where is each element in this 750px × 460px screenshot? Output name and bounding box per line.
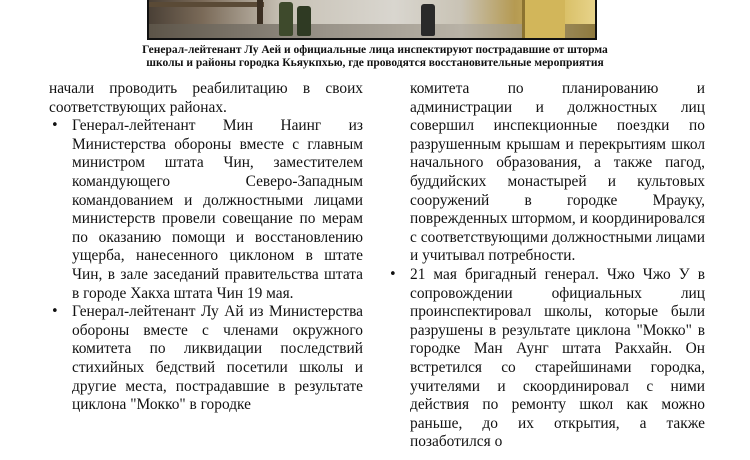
paragraph-continuation: комитета по планированию и администрации и должностных лиц совершил инспекционные поездки по разрушенным крышам и перекрытиям школ начального образования, а также пагод, буддийских монастырей и культовых сооружений в городке Мрауку, поврежденных штормом, и координировался с соответствующими должностными лицами и учитывал потребности. xyxy=(410,80,705,265)
left-column xyxy=(49,80,363,415)
list-item xyxy=(387,266,705,452)
news-photo xyxy=(147,0,597,40)
list-item-text: Генерал-лейтенант Мин Наинг из Министерства обороны вместе с главным министром штата Чин, заместителем командующего Северо-Западным командованием и должностными лицами министерств провели совещание по мерам по оказанию помощи и восстановлению ущерба, нанесенного циклоном в штате Чин, в зале заседаний правительства штата в городе Хакха штата Чин 19 мая. xyxy=(72,117,363,302)
caption-line: школы и районы городка Кьяукпхью, где проводятся восстановительные мероприятия xyxy=(146,57,604,69)
list-item-text: Генерал-лейтенант Лу Ай из Министерства обороны вместе с членами окружного комитета по ликвидации последствий стихийных бедствий посетили школы и другие места, пострадавшие в результате циклона "Мокко" в городке xyxy=(72,303,363,414)
bullet-icon: • xyxy=(51,118,59,134)
photo-person xyxy=(297,6,311,36)
photo-beam xyxy=(149,2,264,7)
right-column xyxy=(387,80,705,452)
paragraph-continuation: начали проводить реабилитацию в своих соответствующих районах. xyxy=(49,80,363,116)
photo-door xyxy=(522,0,565,40)
list-item xyxy=(49,303,363,415)
bullet-icon: • xyxy=(389,266,397,282)
photo-person xyxy=(279,2,293,36)
photo-caption xyxy=(0,44,750,70)
list-item xyxy=(49,117,363,303)
photo-person xyxy=(421,4,435,36)
bullet-icon: • xyxy=(51,304,59,320)
list-item-text: 21 мая бригадный генерал. Чжо Чжо У в сопровождении официальных лиц проинспектировал школы, которые были разрушены в результате циклона "Мокко" в городке Ман Аунг штата Ракхайн. Он встретился со старейшинами городка, учителями и скоординировал с ними действия по ремонту школ как можно раньше, до их открытия, а также позаботился о xyxy=(410,265,705,451)
caption-line: Генерал-лейтенант Лу Аей и официальные лица инспектируют пострадавшие от шторма xyxy=(142,44,608,56)
